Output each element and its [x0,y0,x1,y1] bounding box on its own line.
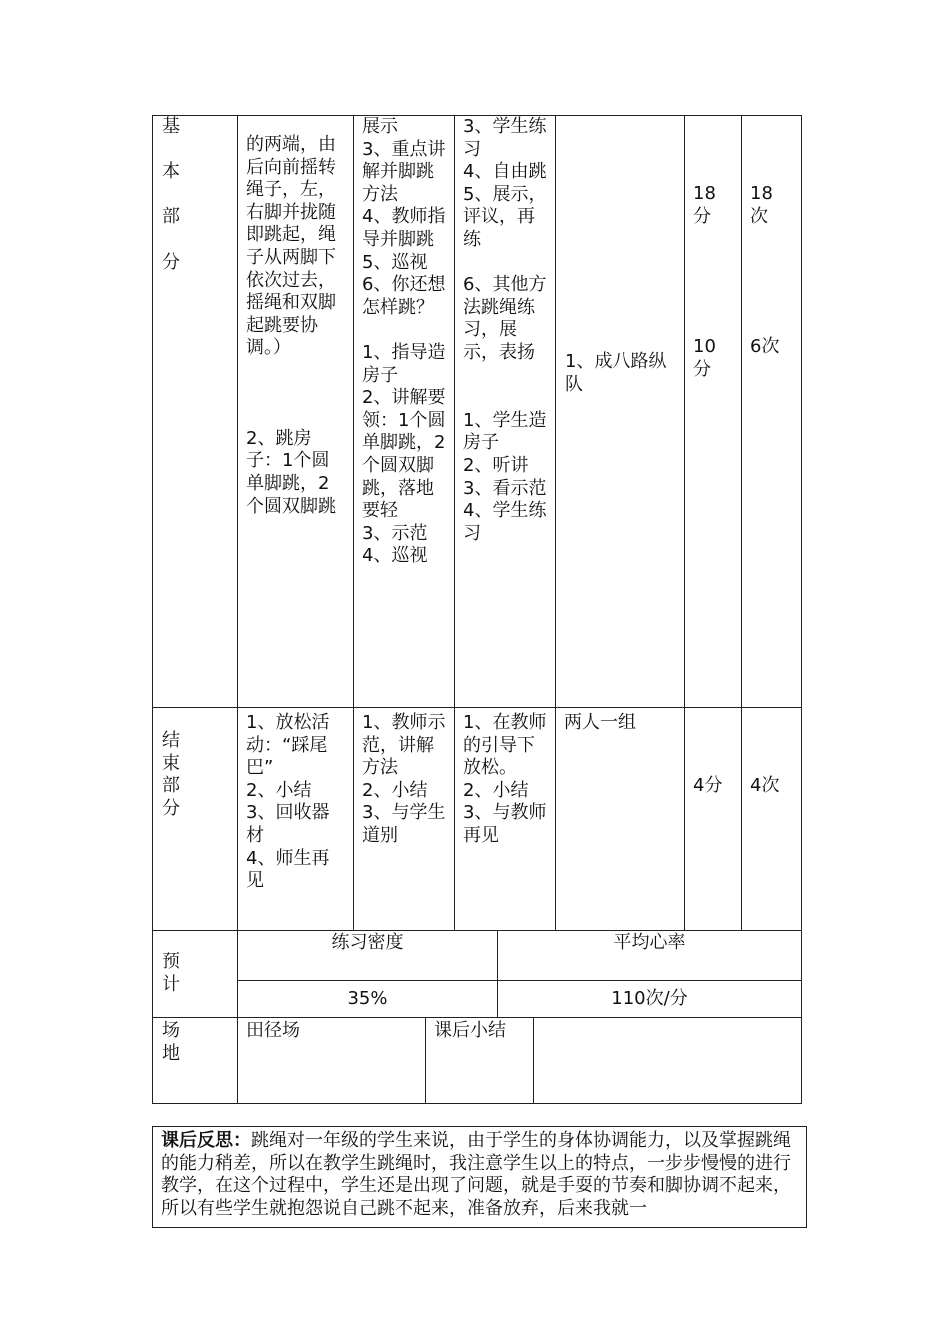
basic-count-2: 6次 [750,336,780,358]
basic-count-1: 18 次 [750,183,773,227]
reflection-text: 跳绳对一年级的学生来说，由于学生的身体协调能力，以及掌握跳绳的能力稍差，所以在教学生跳绳时，我注意学生以上的特点，一步步慢慢的进行教学，在这个过程中，学生还是出现了问题，就是手耍的节奏和脚协调不起来，所以有些学生就抱怨说自己跳不起来，准备放弃，后来我就一 [161,1130,791,1219]
basic-time-1: 18 分 [693,183,716,227]
heart-rate-value: 110次/分 [498,981,802,1018]
basic-time-cell [685,116,742,708]
reflection-title: 课后反思： [161,1130,251,1151]
ending-section-label: 结 束 部 分 [153,708,238,931]
basic-section-label: 基 本 部 分 [153,116,238,708]
basic-section-row [153,116,802,708]
ending-organization: 两人一组 [556,708,685,931]
estimate-table [152,930,802,1018]
density-value: 35% [238,981,498,1018]
estimate-label: 预 计 [153,931,238,1018]
ending-student-activity: 1、在教师的引导下放松。 2、小结 3、与教师再见 [455,708,556,931]
after-class-summary-value [534,1018,802,1104]
lesson-table [152,115,802,931]
venue-table [152,1017,802,1104]
density-header: 练习密度 [238,931,498,981]
heart-rate-header: 平均心率 [498,931,802,981]
basic-count-cell [742,116,802,708]
basic-teacher-activity: 展示 3、重点讲解并脚跳方法 4、教师指导并脚跳 5、巡视 6、你还想怎样跳？ 1、指导造房子 2、讲解要领：1个圆单脚跳，2个圆双脚跳，落地要轻 3、示范 4、巡视 [354,116,455,708]
basic-content: 的两端，由后向前摇转绳子，左，右脚并拢随即跳起，绳子从两脚下依次过去，摇绳和双脚起跳要协调。） 2、跳房子：1个圆单脚跳，2个圆双脚跳 [238,116,354,708]
reflection-box [152,1126,807,1228]
basic-student-activity: 3、学生练习 4、自由跳 5、展示，评议，再练 6、其他方法跳绳练习，展示，表扬 1、学生造房子 2、听讲 3、看示范 4、学生练习 [455,116,556,708]
basic-organization: 1、成八路纵队 [556,116,685,708]
basic-time-2: 10 分 [693,336,716,380]
ending-section-row [153,708,802,931]
venue-value: 田径场 [238,1018,426,1104]
ending-time: 4分 [685,708,742,931]
ending-count: 4次 [742,708,802,931]
ending-teacher-activity: 1、教师示范，讲解方法 2、小结 3、与学生道别 [354,708,455,931]
venue-label: 场 地 [153,1018,238,1104]
after-class-summary-label: 课后小结 [426,1018,534,1104]
ending-content: 1、放松活动：“踩尾巴” 2、小结 3、回收器材 4、师生再见 [238,708,354,931]
